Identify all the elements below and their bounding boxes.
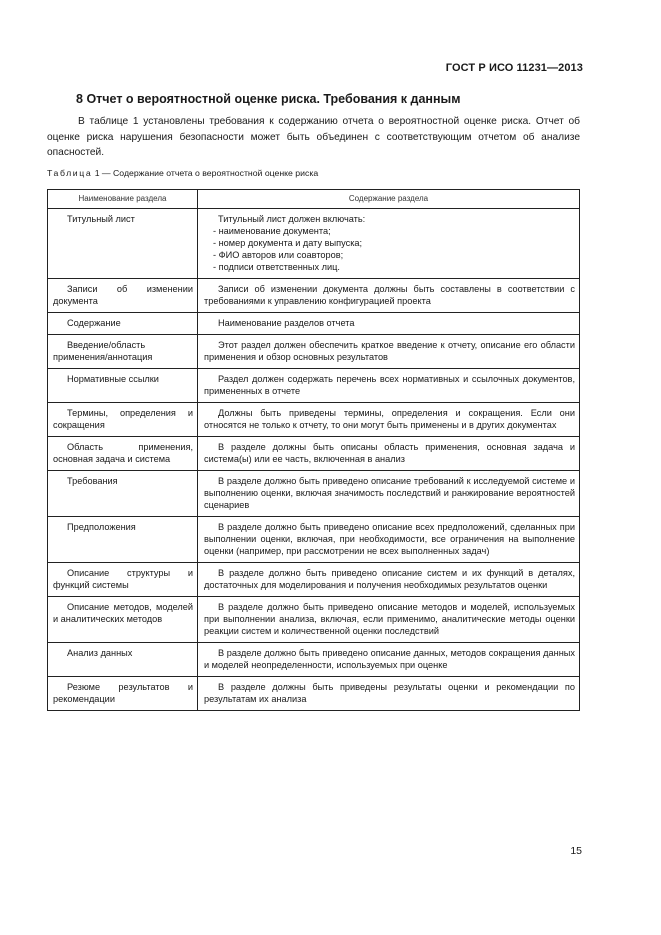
standard-header: ГОСТ Р ИСО 11231—2013 <box>445 62 583 74</box>
table-row <box>48 313 580 335</box>
page-number: 15 <box>570 845 582 857</box>
table-row <box>48 597 580 643</box>
section-content-cell: В разделе должно быть приведено описание данных, методов сокращения данных и моделей неопределенности, используемых при оценке <box>204 648 575 670</box>
section-name-cell: Содержание <box>67 318 121 328</box>
table-row <box>48 403 580 437</box>
section-content-cell: В разделе должны быть приведены результаты оценки и рекомендации по результатам их анализа <box>204 682 575 704</box>
table-row <box>48 471 580 517</box>
section-name-cell: Введение/область применения/аннотация <box>53 340 153 362</box>
section-name-cell: Описание методов, моделей и аналитических методов <box>53 602 193 624</box>
table-row <box>48 335 580 369</box>
section-content-cell: В разделе должно быть приведено описание всех предположений, сделанных при выполнении оценки, включая, при необходимости, все ограничения на выполнение оценки (например, при рассмотрении не всех выполненных задач) <box>204 522 575 556</box>
section-name-cell: Предположения <box>67 522 136 532</box>
section-content-cell: Титульный лист должен включать: <box>218 214 366 224</box>
section-name-cell: Описание структуры и функций системы <box>53 568 193 590</box>
table-row <box>48 677 580 711</box>
table-header-row <box>48 190 580 209</box>
table-caption <box>47 168 318 178</box>
list-item: - наименование документа; <box>213 226 331 236</box>
section-intro: В таблице 1 установлены требования к содержанию отчета о вероятностной оценке риска. Отчет об оценке риска нарушения безопасности может быть объединен с соответствующим отчетом об анализе опасностей. <box>47 116 580 158</box>
section-name-cell: Записи об изменении документа <box>53 284 193 306</box>
column-header-section-content: Содержание раздела <box>198 190 580 209</box>
section-number: 8 <box>76 92 83 106</box>
section-content-cell: Наименование разделов отчета <box>218 318 355 328</box>
table-row <box>48 279 580 313</box>
table-row <box>48 437 580 471</box>
section-content-cell: В разделе должно быть приведено описание требований к исследуемой системе и выполнению оценки, включая значимость последствий и ранжирование вероятностей сценариев <box>204 476 575 510</box>
section-content-cell: В разделе должны быть описаны область применения, основная задача и система(ы) или ее часть, включенная в анализ <box>204 442 575 464</box>
section-name-cell: Резюме результатов и рекомендации <box>53 682 193 704</box>
table-row <box>48 517 580 563</box>
table-row <box>48 369 580 403</box>
list-item: - номер документа и дату выпуска; <box>213 238 363 248</box>
section-content-cell: В разделе должно быть приведено описание методов и моделей, используемых при выполнении анализа, включая, если применимо, аналитические методы оценки реакции систем и количественной оценки последствий <box>204 602 575 636</box>
table-caption-text: 1 — Содержание отчета о вероятностной оценке риска <box>94 168 319 178</box>
section-title-text: Отчет о вероятностной оценке риска. Требования к данным <box>86 92 461 106</box>
table-row <box>48 209 580 279</box>
section-name-cell: Область применения, основная задача и система <box>53 442 193 464</box>
section-name-cell: Нормативные ссылки <box>67 374 159 384</box>
section-name-cell: Термины, определения и сокращения <box>53 408 193 430</box>
column-header-section-name: Наименование раздела <box>48 190 198 209</box>
list-item: - подписи ответственных лиц. <box>213 262 340 272</box>
section-title <box>76 92 460 106</box>
section-name-cell: Требования <box>67 476 118 486</box>
section-content-cell: Раздел должен содержать перечень всех нормативных и ссылочных документов, примененных в отчете <box>204 374 575 396</box>
section-name-cell: Анализ данных <box>67 648 133 658</box>
section-content-cell: Должны быть приведены термины, определения и сокращения. Если они относятся не только к отчету, то они могут быть применены и в других документах <box>204 408 575 430</box>
table-row <box>48 643 580 677</box>
table-caption-label: Таблица <box>47 168 93 178</box>
table-row <box>48 563 580 597</box>
title-page-list <box>204 225 575 273</box>
section-content-cell: Записи об изменении документа должны быть составлены в соответствии с требованиями к управлению конфигурацией проекта <box>204 284 575 306</box>
section-content-cell: В разделе должно быть приведено описание систем и их функций в деталях, достаточных для моделирования и получения необходимых результатов оценки <box>204 568 575 590</box>
section-content-cell: Этот раздел должен обеспечить краткое введение к отчету, описание его области применения и обзор основных результатов <box>204 340 575 362</box>
list-item: - ФИО авторов или соавторов; <box>213 250 344 260</box>
requirements-table <box>47 189 580 711</box>
section-name-cell: Титульный лист <box>67 214 135 224</box>
